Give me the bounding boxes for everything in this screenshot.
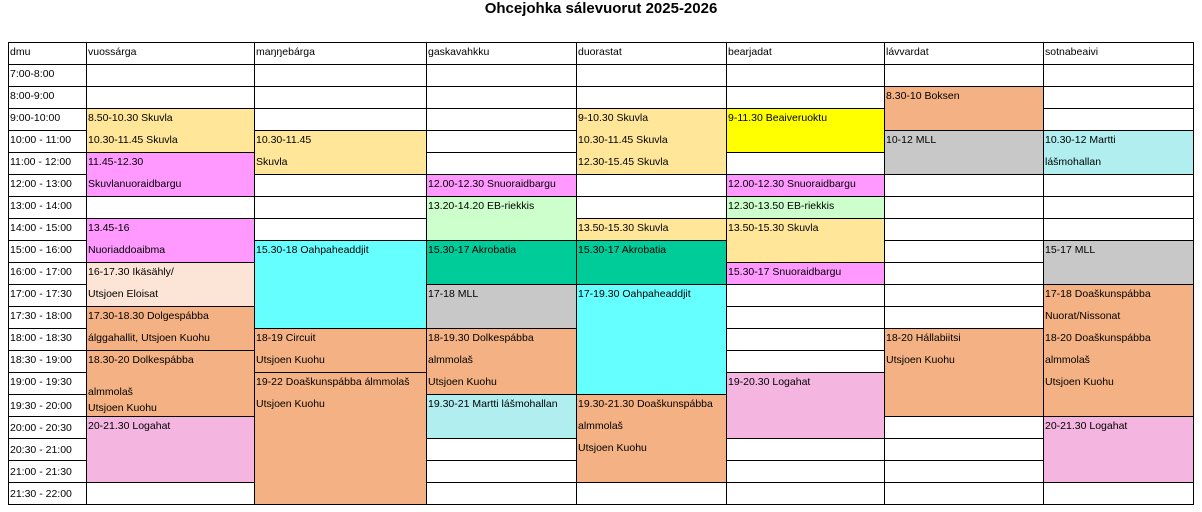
grid-line [884, 218, 1044, 219]
event-label: 20-21.30 Logahat [1045, 420, 1128, 432]
event-label: lášmohallan [1045, 156, 1102, 168]
time-slot-label: 19:30 - 20:00 [10, 400, 72, 412]
grid-line [426, 152, 577, 153]
grid-line [1043, 284, 1194, 285]
grid-line [426, 460, 577, 461]
grid-line [884, 262, 1044, 263]
event-label: 10-12 MLL [886, 134, 937, 146]
grid-line [426, 482, 577, 483]
grid-line [726, 482, 885, 483]
grid-line [8, 42, 9, 505]
time-slot-label: 18:30 - 19:00 [10, 354, 72, 366]
table-top-border [8, 42, 1194, 43]
event-label: 17-18 Doaškunspábba [1045, 288, 1151, 300]
grid-line [726, 86, 885, 87]
grid-line [8, 240, 87, 241]
grid-line [576, 42, 577, 505]
grid-line [254, 86, 427, 87]
grid-line [8, 394, 87, 395]
grid-line [8, 262, 87, 263]
grid-line [884, 416, 1044, 417]
time-slot-label: 7:00-8:00 [10, 68, 55, 80]
grid-line [254, 218, 427, 219]
grid-line [86, 108, 255, 109]
time-slot-label: 11:00 - 12:00 [10, 156, 72, 168]
event-label: 19.30-21 Martti lášmohallan [428, 398, 558, 410]
time-slot-label: 21:00 - 21:30 [10, 466, 72, 478]
grid-line [1043, 174, 1194, 175]
grid-line [8, 130, 87, 131]
event-label: Skuvla [256, 156, 288, 168]
grid-line [8, 328, 87, 329]
event-label: 13.45-16 [88, 222, 130, 234]
grid-line [1043, 218, 1194, 219]
grid-line [726, 174, 885, 175]
grid-line [884, 196, 1044, 197]
event-label: 16-17.30 Ikäsähly/ [88, 266, 174, 278]
grid-line [86, 416, 255, 417]
time-slot-label: 17:00 - 17:30 [10, 288, 72, 300]
header-bottom-border [8, 64, 1194, 65]
grid-line [86, 482, 255, 483]
time-slot-label: 20:00 - 20:30 [10, 422, 72, 434]
event-label: Nuorat/Nissonat [1045, 310, 1121, 322]
grid-line [8, 152, 87, 153]
grid-line [8, 218, 87, 219]
grid-line [86, 350, 255, 351]
event-label: Utsjoen Kuohu [88, 402, 157, 414]
grid-line [884, 284, 1044, 285]
grid-line [726, 350, 885, 351]
grid-line [8, 416, 87, 417]
grid-line [426, 130, 577, 131]
event-label: 18-19 Circuit [256, 332, 316, 344]
grid-line [1043, 196, 1194, 197]
time-slot-label: 12:00 - 13:00 [10, 178, 72, 190]
grid-line [86, 42, 87, 505]
grid-line [884, 482, 1044, 483]
grid-line [254, 372, 427, 373]
event-label: 10.30-12 Martti [1045, 134, 1116, 146]
event-label: 17.30-18.30 Dolgespábba [88, 310, 209, 322]
event-label: Utsjoen Kuohu [578, 442, 647, 454]
event-label: 17-19.30 Oahpaheaddjit [578, 288, 691, 300]
grid-line [726, 372, 885, 373]
grid-line [726, 152, 885, 153]
grid-line [576, 218, 727, 219]
grid-line [254, 328, 427, 329]
grid-line [426, 42, 427, 505]
event-label: 12.30-13.50 EB-riekkis [728, 200, 835, 212]
grid-line [8, 86, 87, 87]
time-slot-label: 9:00-10:00 [10, 112, 61, 124]
grid-line [426, 438, 577, 439]
time-slot-label: 13:00 - 14:00 [10, 200, 72, 212]
event-label: 15.30-17 Akrobatia [578, 244, 667, 256]
day-header-bearjadat: bearjadat [728, 46, 772, 58]
grid-line [86, 152, 255, 153]
grid-line [254, 42, 255, 505]
grid-line [1043, 240, 1194, 241]
grid-line [884, 240, 1044, 241]
event-label: 12.30-15.45 Skuvla [578, 156, 669, 168]
grid-line [884, 328, 1044, 329]
grid-line [426, 108, 577, 109]
grid-line [1043, 108, 1194, 109]
grid-line [884, 130, 1044, 131]
time-slot-label: 16:00 - 17:00 [10, 266, 72, 278]
grid-line [726, 218, 885, 219]
grid-line [1043, 86, 1194, 87]
event-block [254, 372, 426, 504]
grid-line [8, 196, 87, 197]
grid-line [576, 482, 727, 483]
time-slot-label: 15:00 - 16:00 [10, 244, 72, 256]
event-label: 13.50-15.30 Skuvla [578, 222, 669, 234]
event-label: 11.45-12.30 [88, 156, 144, 168]
table-bottom-border [8, 504, 1194, 505]
grid-line [8, 438, 87, 439]
grid-line [726, 284, 885, 285]
grid-line [726, 42, 727, 505]
grid-line [1193, 42, 1194, 505]
grid-line [86, 196, 255, 197]
grid-line [254, 130, 427, 131]
grid-line [8, 306, 87, 307]
event-label: 15-17 MLL [1045, 244, 1096, 256]
event-label: almmolaš [88, 386, 133, 398]
event-label: almmolaš [1045, 354, 1090, 366]
grid-line [8, 174, 87, 175]
grid-line [726, 306, 885, 307]
grid-line [1043, 130, 1194, 131]
grid-line [8, 482, 87, 483]
grid-line [726, 262, 885, 263]
grid-line [726, 460, 885, 461]
grid-line [426, 240, 577, 241]
grid-line [726, 108, 885, 109]
event-label: 18-19.30 Dolkespábba [428, 332, 534, 344]
event-label: 15.30-18 Oahpaheaddjit [256, 244, 369, 256]
grid-line [726, 328, 885, 329]
event-label: almmolaš [578, 420, 623, 432]
grid-line [576, 108, 727, 109]
event-label: 8.30-10 Boksen [886, 90, 960, 102]
grid-line [576, 174, 727, 175]
grid-line [884, 86, 1044, 87]
day-header-vuossárga: vuossárga [88, 46, 137, 58]
time-slot-label: 17:30 - 18:00 [10, 310, 72, 322]
grid-line [884, 438, 1044, 439]
event-label: 9-11.30 Beaiveruoktu [728, 112, 828, 124]
event-label: almmolaš [428, 354, 473, 366]
time-slot-label: 8:00-9:00 [10, 90, 55, 102]
event-label: 18-20 Hállabiitsi [886, 332, 961, 344]
grid-line [254, 240, 427, 241]
time-slot-label: 10:00 - 11:00 [10, 134, 72, 146]
day-header-duorastat: duorastat [578, 46, 622, 58]
time-slot-label: 14:00 - 15:00 [10, 222, 72, 234]
grid-line [726, 438, 885, 439]
grid-line [86, 218, 255, 219]
event-label: Utsjoen Kuohu [256, 354, 325, 366]
time-column-header: dmu [10, 46, 31, 58]
grid-line [576, 240, 727, 241]
time-slot-label: 18:00 - 18:30 [10, 332, 72, 344]
event-label: 13.20-14.20 EB-riekkis [428, 200, 535, 212]
page-title: Ohcejohka sálevuorut 2025-2026 [484, 0, 718, 17]
event-label: 12.00-12.30 Snuoraidbargu [728, 178, 856, 190]
day-header-lávvardat: lávvardat [886, 46, 929, 58]
event-label: Utsjoen Kuohu [428, 376, 497, 388]
time-slot-label: 21:30 - 22:00 [10, 488, 72, 500]
event-label: Utsjoen Eloisat [88, 288, 159, 300]
event-label: 10.30-11.45 Skuvla [88, 134, 178, 146]
grid-line [426, 394, 577, 395]
grid-line [726, 196, 885, 197]
event-label: 19.30-21.30 Doaškunspábba [578, 398, 713, 410]
time-slot-label: 19:00 - 19:30 [10, 376, 72, 388]
event-label: 10.30-11.45 [256, 134, 312, 146]
day-header-sotnabeaivi: sotnabeaivi [1045, 46, 1099, 58]
grid-line [8, 284, 87, 285]
event-label: 15.30-17 Akrobatia [428, 244, 517, 256]
grid-line [426, 174, 577, 175]
grid-line [884, 174, 1044, 175]
grid-line [576, 284, 727, 285]
event-label: Utsjoen Kuohu [1045, 376, 1114, 388]
grid-line [884, 460, 1044, 461]
event-label: Utsjoen Kuohu [256, 398, 325, 410]
event-label: 8.50-10.30 Skuvla [88, 112, 173, 124]
event-label: 17-18 MLL [428, 288, 479, 300]
grid-line [884, 306, 1044, 307]
grid-line [254, 174, 427, 175]
grid-line [8, 372, 87, 373]
event-label: Nuoriaddoaibma [88, 244, 166, 256]
event-label: 18.30-20 Dolkespábba [88, 354, 194, 366]
grid-line [86, 306, 255, 307]
event-label: Skuvlanuoraidbargu [88, 178, 182, 190]
grid-line [254, 196, 427, 197]
grid-line [426, 328, 577, 329]
grid-line [576, 196, 727, 197]
grid-line [1043, 42, 1044, 505]
grid-line [426, 86, 577, 87]
event-label: 19-20.30 Logahat [728, 376, 811, 388]
grid-line [8, 350, 87, 351]
event-label: Utsjoen Kuohu [886, 354, 955, 366]
grid-line [426, 284, 577, 285]
grid-line [576, 86, 727, 87]
event-label: 9-10.30 Skuvla [578, 112, 649, 124]
grid-line [576, 394, 727, 395]
grid-line [254, 108, 427, 109]
grid-line [8, 460, 87, 461]
time-slot-label: 20:30 - 21:00 [10, 444, 72, 456]
event-label: 10.30-11.45 Skuvla [578, 134, 668, 146]
grid-line [1043, 482, 1194, 483]
grid-line [86, 262, 255, 263]
event-label: 20-21.30 Logahat [88, 420, 171, 432]
event-block [1043, 284, 1193, 416]
grid-line [426, 196, 577, 197]
event-label: 18-20 Doaškunspábba [1045, 332, 1151, 344]
grid-line [8, 108, 87, 109]
event-label: álggahallit, Utsjoen Kuohu [88, 332, 211, 344]
event-label: 15.30-17 Snuoraidbargu [728, 266, 842, 278]
event-label: 12.00-12.30 Snuoraidbargu [428, 178, 556, 190]
grid-line [86, 86, 255, 87]
event-label: 19-22 Doaškunspábba álmmolaš [256, 376, 410, 388]
day-header-maŋŋebárga: maŋŋebárga [256, 46, 315, 58]
grid-line [884, 42, 885, 505]
day-header-gaskavahkku: gaskavahkku [428, 46, 490, 58]
event-label: 13.50-15.30 Skuvla [728, 222, 819, 234]
grid-line [1043, 416, 1194, 417]
